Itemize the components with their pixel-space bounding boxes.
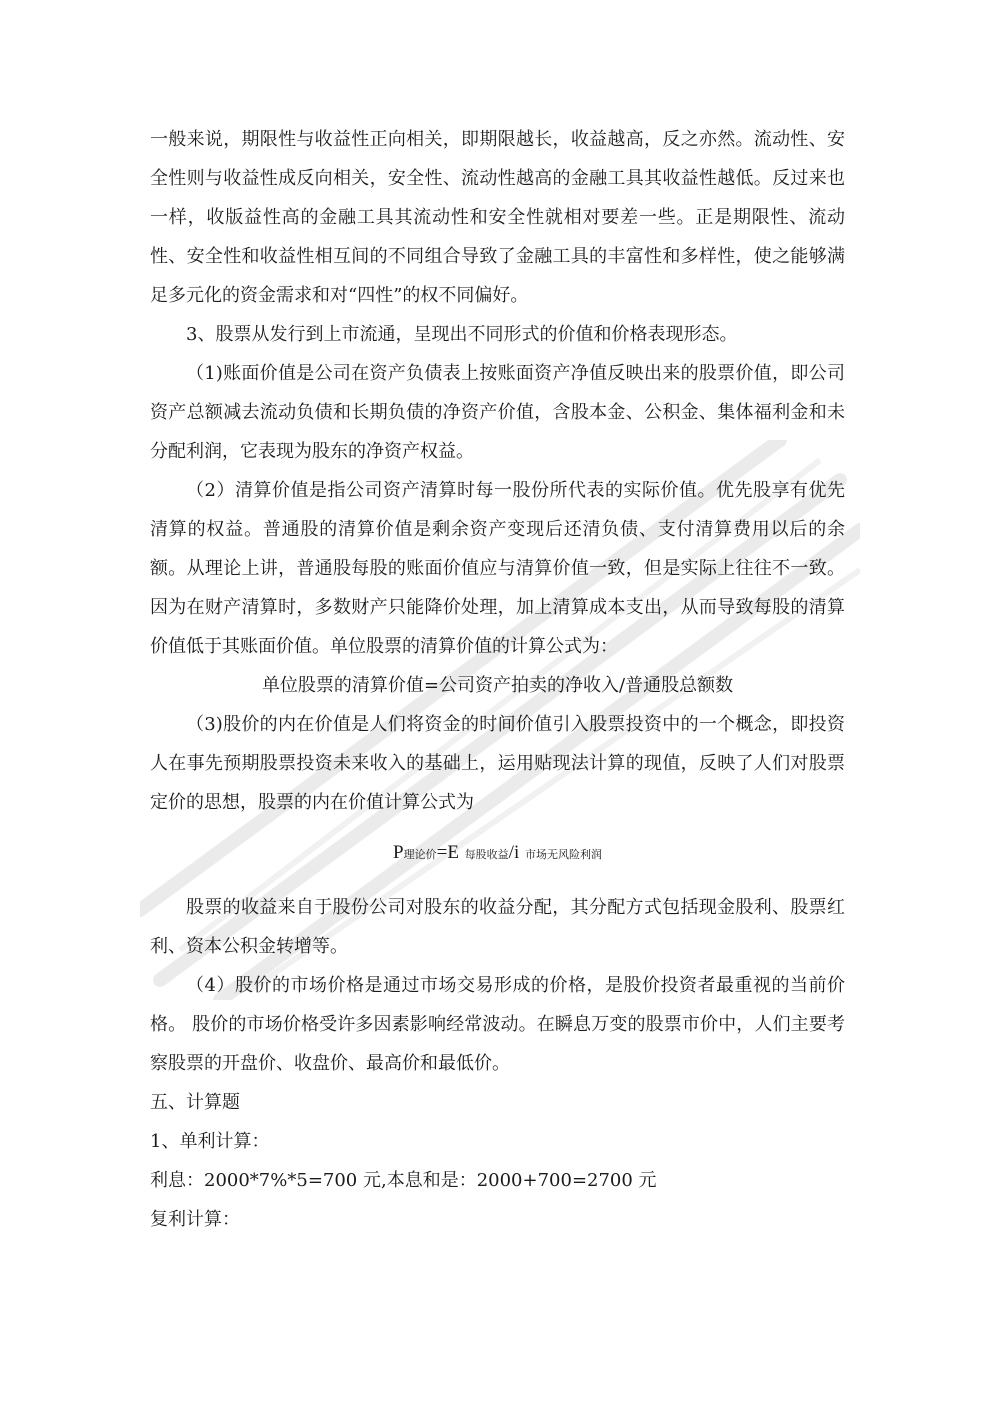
formula-equals-e: =E (436, 842, 459, 863)
formula-e-subscript: 每股收益 (464, 848, 509, 861)
formula-intrinsic-value (150, 830, 845, 878)
paragraph-book-value: （1)账面价值是公司在资产负债表上按账面资产净值反映出来的股票价值，即公司资产总额减去流动负债和长期负债的净资产价值，含股本金、公积金、集体福利金和未分配利润，它表现为股东的净资产权益。 (150, 363, 845, 462)
line-simple-interest-result: 利息：2000*7%*5=700 元,本息和是：2000+700=2700 元 (150, 1170, 657, 1191)
paragraph-liquidation-value: （2）清算价值是指公司资产清算时每一股份所代表的实际价值。优先股享有优先清算的权益。普通股的清算价值是剩余资产变现后还清负债、支付清算费用以后的余额。从理论上讲，普通股每股的账面价值应与清算价值一致，但是实际上往往不一致。因为在财产清算时，多数财产只能降价处理，加上清算成本支出，从而导致每股的清算价值低于其账面价值。单位股票的清算价值的计算公式为： (150, 480, 845, 657)
paragraph-stock-income: 股票的收益来自于股份公司对股东的收益分配，其分配方式包括现金股利、股票红利、资本公积金转增等。 (150, 897, 845, 957)
formula-p: P (393, 842, 404, 863)
formula-slash-i: /i (508, 842, 520, 863)
formula-i-subscript: 市场无风险利润 (524, 848, 602, 861)
paragraph-financial-tools: 一般来说，期限性与收益性正向相关，即期限越长，收益越高，反之亦然。流动性、安全性则与收益性成反向相关，安全性、流动性越高的金融工具其收益性越低。反过来也一样，收版益性高的金融工具其流动性和安全性就相对要差一些。正是期限性、流动性、安全性和收益性相互间的不同组合导致了金融工具的丰富性和多样性，使之能够满足多元化的资金需求和对“四性”的权不同偏好。 (150, 129, 845, 306)
section-heading-calculation: 五、计算题 (150, 1092, 240, 1113)
paragraph-stock-value-forms: 3、股票从发行到上市流通，呈现出不同形式的价值和价格表现形态。 (186, 324, 738, 345)
formula-p-subscript: 理论价 (403, 848, 437, 861)
document-body (150, 120, 845, 1239)
formula-liquidation-value: 单位股票的清算价值=公司资产拍卖的净收入/普通股总额数 (261, 675, 734, 696)
paragraph-intrinsic-value: （3)股价的内在价值是人们将资金的时间价值引入股票投资中的一个概念，即投资人在事先预期股票投资未来收入的基础上，运用贴现法计算的现值，反映了人们对股票定价的思想，股票的内在价值计算公式为 (150, 714, 845, 813)
subheading-compound-interest: 复利计算： (150, 1209, 240, 1230)
subheading-simple-interest: 1、单利计算： (150, 1131, 270, 1152)
paragraph-market-price: （4）股价的市场价格是通过市场交易形成的价格，是股价投资者最重视的当前价格。 股价的市场价格受许多因素影响经常波动。在瞬息万变的股票市价中，人们主要考察股票的开盘价、收盘价、最高价和最低价。 (150, 975, 845, 1074)
